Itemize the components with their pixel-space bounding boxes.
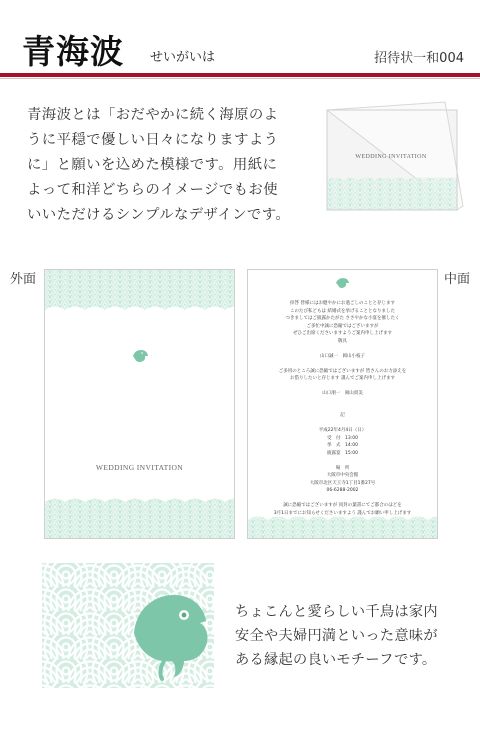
thumbnail-caption: WEDDING INVITATION [355, 154, 427, 160]
message-line: このたび私どもは 結婚式を挙げることとなりました [290, 308, 395, 314]
label-inner: 中面 [443, 272, 470, 287]
details-line: 大阪市北区天王寺1丁目1番27号 [309, 480, 376, 486]
header-rule-thin [0, 78, 480, 79]
message-line [248, 383, 437, 391]
description [27, 103, 317, 228]
seigaiha-chidori-illustration [42, 563, 214, 688]
details-line: 受 付 13:00 [327, 435, 358, 441]
title-reading: せいがいは [150, 50, 216, 65]
details-line: 06-6288-2002 [326, 488, 359, 493]
header-rule [0, 73, 480, 77]
header [0, 0, 480, 80]
description-line: うに平穏で優しい日々になりますよう [27, 132, 279, 148]
outer-card [44, 269, 235, 539]
details-line: 場 所 [335, 465, 350, 471]
message-line: ご多忙中誠に恐縮ではございますが [306, 323, 379, 329]
message-line: 山口朋一 岡山貴美 [322, 391, 363, 396]
invitation-message [248, 300, 437, 398]
product-code: 招待状一和004 [374, 51, 464, 66]
details-line [248, 495, 437, 503]
message-line: つきましてはご披露かたがた ささやかな小宴を催したく [285, 316, 400, 321]
details-line: 大阪市中央会館 [326, 473, 359, 478]
outer-card-caption: WEDDING INVITATION [95, 463, 184, 472]
details-line [248, 420, 437, 428]
details-line: 誠に恐縮ではございますが 同封の葉書にてご都合のほどを [283, 503, 402, 508]
details-line: 平成22年4月4日（日） [318, 428, 367, 433]
motif-description-line: ちょこんと愛らしい千鳥は家内 [235, 604, 438, 620]
details-line: 記 [340, 413, 345, 418]
message-line: ご多用のところ誠に恐縮ではございますが 皆さんのお力添えを [278, 368, 407, 374]
message-line: 山口誠一 岡山小枝子 [320, 353, 365, 359]
message-line: 敬具 [338, 338, 347, 344]
details-line: 披露宴 15:00 [327, 450, 358, 456]
description-line: に」と願いを込めた模様です。用紙に [27, 157, 278, 173]
chidori-bird-icon [133, 350, 148, 362]
message-line: 拝啓 皆様にはお健やかにお過ごしのことと存じます [290, 301, 395, 306]
message-line [248, 360, 437, 368]
description-line: よって和洋どちらのイメージでもお使 [27, 182, 279, 198]
folded-card-illustration [325, 98, 465, 226]
message-line: お借りしたいと存じます 謹んでご案内申し上げます [290, 376, 395, 381]
label-outer: 外面 [10, 272, 37, 287]
page-title: 青海波 [22, 32, 124, 71]
message-line [248, 345, 437, 353]
inner-card [247, 269, 438, 539]
motif-description-line: ある縁起の良いモチーフです。 [235, 652, 437, 668]
outer-card-waves [45, 270, 234, 538]
details-line: 挙 式 14:00 [327, 443, 358, 448]
chidori-bird-small-icon [336, 278, 349, 288]
motif-description-line: 安全や夫婦円満といった意味が [235, 628, 438, 644]
description-line: いいただけるシンプルなデザインです。 [27, 207, 291, 223]
invitation-details [248, 412, 437, 517]
motif-description [235, 600, 450, 672]
message-line: ぜひご出席くださいますようご案内申し上げます [293, 331, 392, 336]
details-line [248, 457, 437, 465]
description-line: 青海波とは「おだやかに続く海原のよ [27, 107, 279, 123]
details-line: 3月1日までにお知らせくださいますよう 謹んでお願い申し上げます [273, 510, 412, 516]
motif-detail-image [42, 563, 214, 688]
folded-card-thumbnail [325, 98, 465, 226]
